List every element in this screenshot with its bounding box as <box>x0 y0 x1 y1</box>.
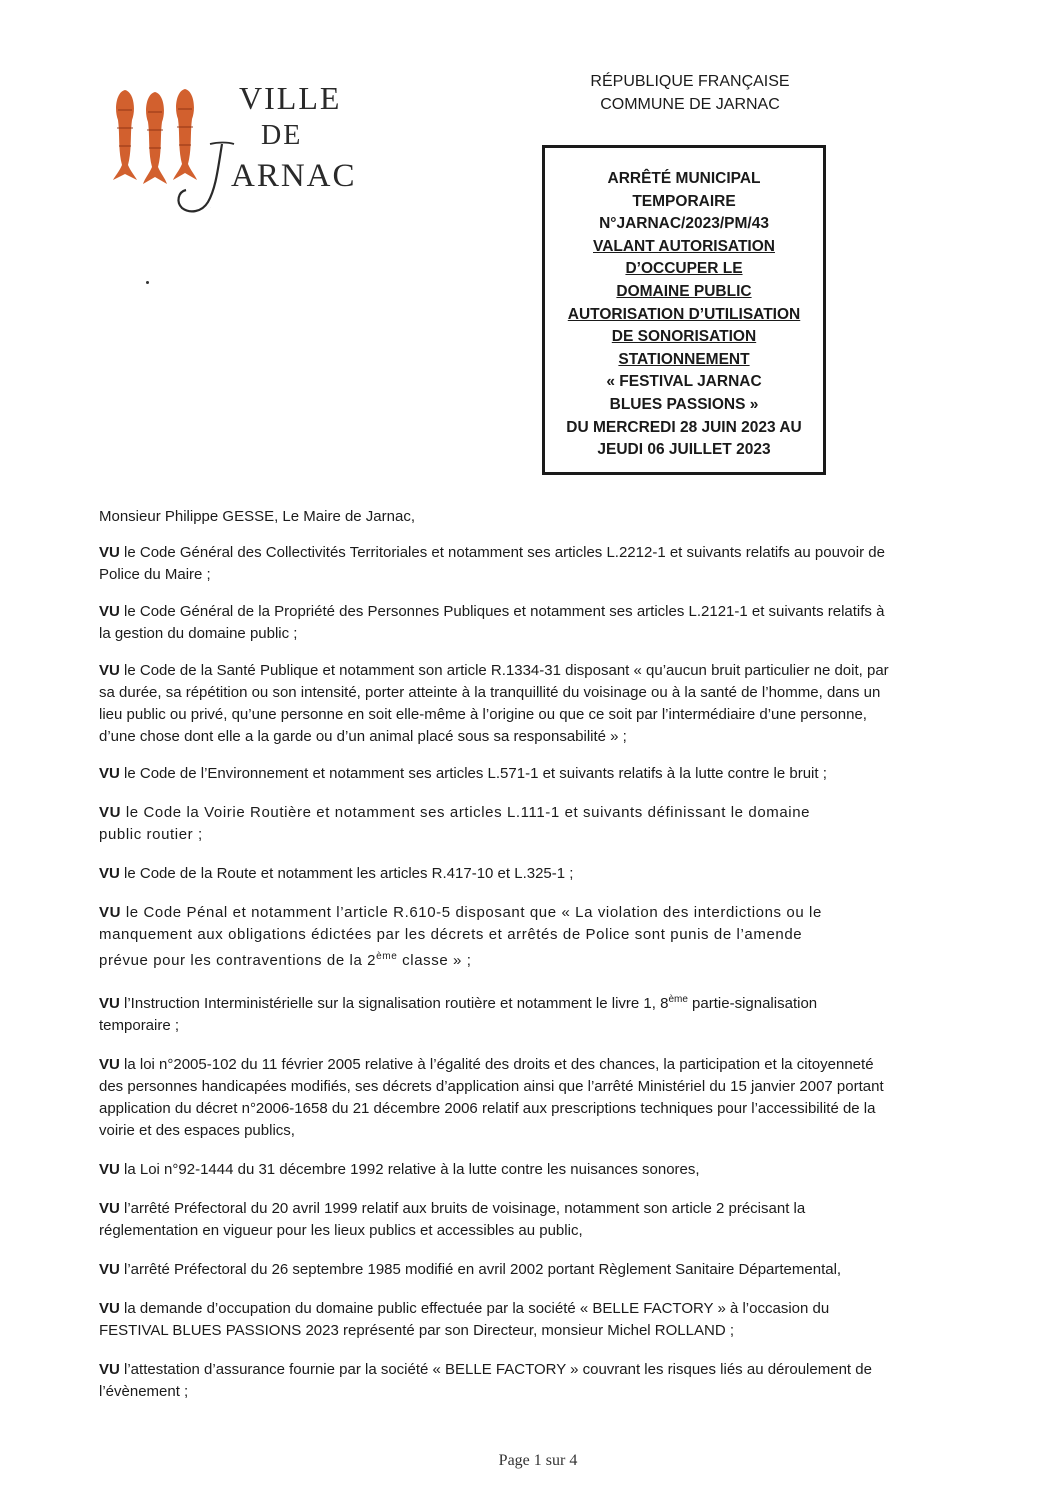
title-line: DU MERCREDI 28 JUIN 2023 AU <box>566 418 802 436</box>
logo-arnac-text: ARNAC <box>231 158 357 194</box>
paragraph-line: le Code la Voirie Routière et notamment ses articles L.111-1 et suivants définissant le domaine <box>125 804 811 821</box>
paragraph-line: l’évènement ; <box>99 1383 189 1400</box>
paragraph-line: l’Instruction Interministérielle sur la signalisation routière et notamment le livre 1, 8 <box>124 995 669 1012</box>
vu-label: VU <box>99 995 120 1012</box>
vu-paragraph <box>99 1298 955 1342</box>
paragraph-line: l’attestation d’assurance fournie par la société « BELLE FACTORY » couvrant les risques liés au déroulement de <box>124 1361 872 1378</box>
paragraph-line: d’une chose dont elle a la garde ou d’un animal placé sous sa responsabilité » ; <box>99 728 627 745</box>
vu-paragraph <box>99 601 955 645</box>
vu-label: VU <box>99 1056 120 1073</box>
vu-label: VU <box>99 662 120 679</box>
paragraph-line: le Code de la Santé Publique et notamment son article R.1334-31 disposant « qu’aucun bruit particulier ne doit, par <box>124 662 889 679</box>
paragraph-line: le Code de l’Environnement et notamment ses articles L.571-1 et suivants relatifs à la lutte contre le bruit ; <box>124 765 827 782</box>
paragraph-line: lieu public ou privé, qu’une personne en soit elle-même à l’origine ou que ce soit par l’intermédiaire d’une personne, <box>99 706 867 723</box>
vu-label: VU <box>99 865 120 882</box>
paragraph-line: l’arrêté Préfectoral du 20 avril 1999 relatif aux bruits de voisinage, notamment son article 2 précisant la <box>124 1200 806 1217</box>
title-line: BLUES PASSIONS » <box>609 395 759 413</box>
paragraph-line: l’arrêté Préfectoral du 26 septembre 1985 modifié en avril 2002 portant Règlement Sanitaire Départemental, <box>124 1261 842 1278</box>
vu-paragraph <box>99 1054 955 1142</box>
title-line: DOMAINE PUBLIC <box>616 282 752 300</box>
intro-paragraph: Monsieur Philippe GESSE, Le Maire de Jarnac, <box>99 508 415 525</box>
vu-paragraph <box>99 763 955 785</box>
paragraph-line: application du décret n°2006-1658 du 21 décembre 2006 relatif aux prescriptions techniques pour l’accessibilité de la <box>99 1100 876 1117</box>
title-line: D’OCCUPER LE <box>625 260 743 278</box>
logo-initial-letter: J <box>210 208 211 209</box>
paragraph-line: manquement aux obligations édictées par les décrets et arrêtés de Police sont punis de l’amende <box>99 926 803 943</box>
paragraph-line: réglementation en vigueur pour les lieux publics et accessibles au public, <box>99 1222 583 1239</box>
paragraph-line: temporaire ; <box>99 1017 180 1034</box>
ville-de-jarnac-logo <box>108 80 383 225</box>
paragraph-line: des personnes handicapées modifiés, ses décrets d’application ainsi que l’arrêté Ministériel du 15 janvier 2007 portant <box>99 1078 884 1095</box>
superscript: ème <box>376 951 398 962</box>
vu-label: VU <box>99 804 122 821</box>
title-line: STATIONNEMENT <box>618 350 750 368</box>
vu-paragraph <box>99 1259 955 1281</box>
vu-paragraph <box>99 989 955 1037</box>
title-line: ARRÊTÉ MUNICIPAL <box>607 170 761 187</box>
paragraph-line: FESTIVAL BLUES PASSIONS 2023 représenté par son Directeur, monsieur Michel ROLLAND ; <box>99 1322 734 1339</box>
vu-label: VU <box>99 1161 120 1178</box>
paragraph-line: public routier ; <box>99 826 203 843</box>
paragraph-line: le Code Pénal et notamment l’article R.610-5 disposant que « La violation des interdictions ou le <box>125 904 822 921</box>
vu-paragraph <box>99 863 955 885</box>
republic-title: RÉPUBLIQUE FRANÇAISE <box>590 73 790 90</box>
stray-dot <box>146 281 149 284</box>
paragraph-line: le Code Général des Collectivités Territoriales et notamment ses articles L.2212-1 et suivants relatifs au pouvoir de <box>124 544 885 561</box>
title-line: AUTORISATION D’UTILISATION <box>567 305 801 323</box>
decree-body <box>99 506 955 1403</box>
vu-label: VU <box>99 1261 120 1278</box>
vu-paragraph <box>99 802 955 846</box>
paragraph-line: la Loi n°92-1444 du 31 décembre 1992 relative à la lutte contre les nuisances sonores, <box>124 1161 700 1178</box>
title-line: « FESTIVAL JARNAC <box>606 373 762 391</box>
vu-label: VU <box>99 603 120 620</box>
vu-label: VU <box>99 904 122 921</box>
title-line: JEUDI 06 JUILLET 2023 <box>597 441 771 459</box>
vu-label: VU <box>99 544 120 561</box>
page-number: Page 1 sur 4 <box>498 1452 578 1469</box>
paragraph-line: classe » ; <box>397 952 472 969</box>
vu-paragraph <box>99 902 955 972</box>
paragraph-line: prévue pour les contraventions de la 2 <box>99 952 377 969</box>
paragraph-line: partie-signalisation <box>687 995 818 1012</box>
title-line: N°JARNAC/2023/PM/43 <box>599 215 769 233</box>
vu-paragraph <box>99 1159 955 1181</box>
decree-title-box <box>542 145 826 475</box>
vu-paragraph <box>99 1359 955 1403</box>
paragraph-line: la demande d’occupation du domaine public effectuée par la société « BELLE FACTORY » à l’occasion du <box>124 1300 830 1317</box>
title-line: VALANT AUTORISATION <box>593 237 775 255</box>
vu-label: VU <box>99 765 120 782</box>
paragraph-line: voirie et des espaces publics, <box>99 1122 295 1139</box>
title-line: DE SONORISATION <box>611 328 757 346</box>
paragraph-line: Police du Maire ; <box>99 566 211 583</box>
paragraph-line: sa durée, sa répétition ou son intensité, porter atteinte à la tranquillité du voisinage ou à la santé de l’homme, dans un <box>99 684 881 701</box>
vu-label: VU <box>99 1361 120 1378</box>
vu-label: VU <box>99 1200 120 1217</box>
title-line: TEMPORAIRE <box>632 192 736 210</box>
commune-title: COMMUNE DE JARNAC <box>600 96 780 113</box>
republic-header <box>560 70 820 116</box>
paragraph-line: la gestion du domaine public ; <box>99 625 298 642</box>
paragraph-line: la loi n°2005-102 du 11 février 2005 relative à l’égalité des droits et des chances, la participation et la citoyenneté <box>124 1056 874 1073</box>
paragraph-line: le Code de la Route et notamment les articles R.417-10 et L.325-1 ; <box>124 865 574 882</box>
logo-de-text: DE <box>261 120 303 151</box>
vu-paragraph <box>99 660 955 748</box>
vu-label: VU <box>99 1300 120 1317</box>
logo-ville-text: VILLE <box>239 80 342 116</box>
superscript: ème <box>668 994 688 1005</box>
vu-paragraph <box>99 542 955 586</box>
paragraph-line: le Code Général de la Propriété des Personnes Publiques et notamment ses articles L.2121-1 et suivants relatifs à <box>124 603 885 620</box>
logo-initial-swash <box>170 138 240 218</box>
vu-paragraph <box>99 1198 955 1242</box>
